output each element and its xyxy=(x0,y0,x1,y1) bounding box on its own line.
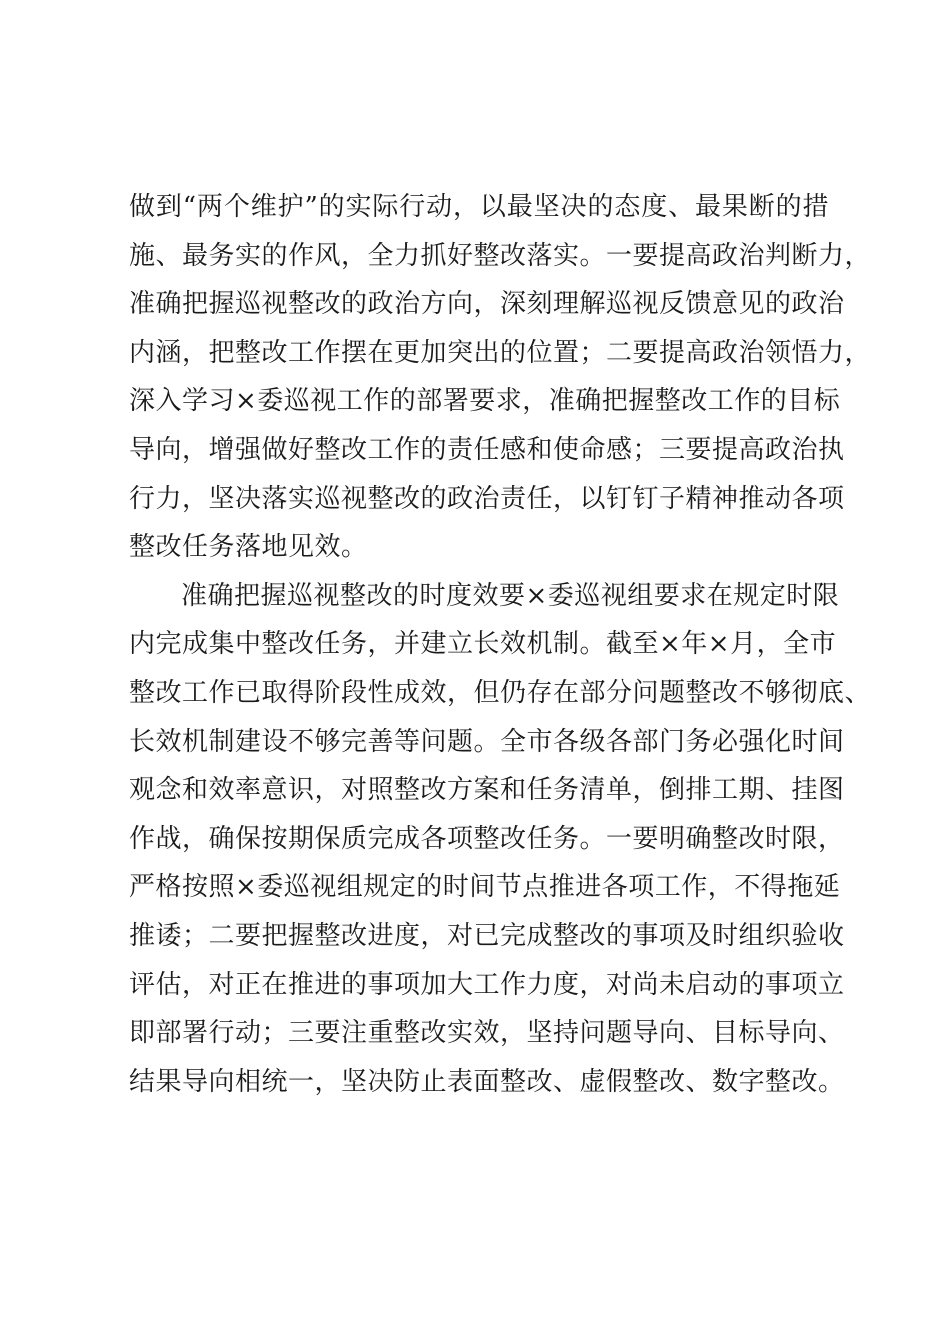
text-line: 施、最务实的作风，全力抓好整改落实。一要提高政治判断力， xyxy=(129,240,872,271)
text-line: 做到“两个维护”的实际行动，以最坚决的态度、最果断的措 xyxy=(129,192,829,222)
text-line: 严格按照×委巡视组规定的时间节点推进各项工作，不得拖延 xyxy=(129,872,841,903)
text-line: 导向，增强做好整改工作的责任感和使命感；三要提高政治执 xyxy=(129,434,845,465)
text-line: 结果导向相统一，坚决防止表面整改、虚假整改、数字整改。 xyxy=(129,1066,845,1097)
text-line: 整改任务落地见效。 xyxy=(129,532,368,563)
text-line: 行力，坚决落实巡视整改的政治责任，以钉钉子精神推动各项 xyxy=(129,483,845,514)
text-line: 深入学习×委巡视工作的部署要求，准确把握整改工作的目标 xyxy=(129,386,841,417)
paragraph-2 xyxy=(129,572,872,1107)
text-line: 作战，确保按期保质完成各项整改任务。一要明确整改时限， xyxy=(129,823,845,854)
document-body xyxy=(129,183,872,1106)
text-line: 评估，对正在推进的事项加大工作力度，对尚未启动的事项立 xyxy=(129,969,845,1000)
text-line: 整改工作已取得阶段性成效，但仍存在部分问题整改不够彻底、 xyxy=(129,677,872,708)
text-line: 即部署行动；三要注重整改实效，坚持问题导向、目标导向、 xyxy=(129,1018,845,1049)
text-line: 内完成集中整改任务，并建立长效机制。截至×年×月，全市 xyxy=(129,629,837,660)
text-line: 准确把握巡视整改的政治方向，深刻理解巡视反馈意见的政治 xyxy=(129,289,845,320)
text-line: 观念和效率意识，对照整改方案和任务清单，倒排工期、挂图 xyxy=(129,775,845,806)
text-line: 长效机制建设不够完善等问题。全市各级各部门务必强化时间 xyxy=(129,726,845,757)
text-line: 推诿；二要把握整改进度，对已完成整改的事项及时组织验收 xyxy=(129,920,845,951)
text-line: 内涵，把整改工作摆在更加突出的位置；二要提高政治领悟力， xyxy=(129,337,872,368)
paragraph-1 xyxy=(129,183,872,572)
text-line: 准确把握巡视整改的时度效要×委巡视组要求在规定时限 xyxy=(181,580,840,611)
